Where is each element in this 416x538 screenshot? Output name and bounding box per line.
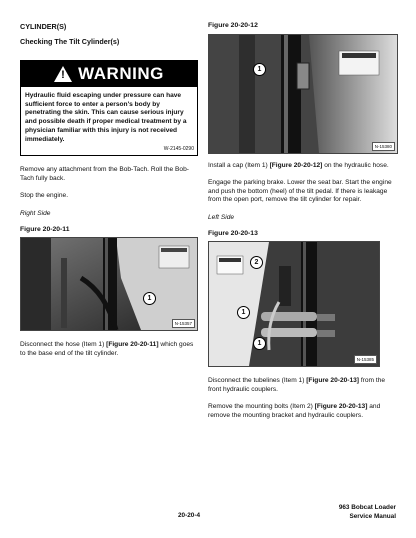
callout-1-lower: 1 [253, 337, 266, 350]
para-remove-bolts: Remove the mounting bolts (Item 2) [Figure 20-20-13] and remove the mounting bracket and hydraulic couplers. [208, 403, 381, 419]
figure-code-12: N-15380 [372, 142, 395, 151]
figure-photo-12 [208, 34, 398, 154]
figure-ref: [Figure 20-20-13] [314, 403, 368, 411]
para-stop-engine: Stop the engine. [20, 192, 69, 200]
figure-ref: [Figure 20-20-11] [106, 341, 159, 349]
warning-box [20, 60, 198, 156]
page-number: 20-20-4 [178, 512, 201, 519]
warning-banner [21, 61, 197, 87]
footer-manual-title [339, 504, 396, 521]
right-column [208, 22, 396, 430]
footer-model: 963 Bobcat Loader [338, 504, 396, 511]
warning-heading: WARNING [78, 64, 164, 83]
warning-triangle-icon: ! [54, 66, 72, 82]
callout-2: 2 [250, 256, 263, 269]
para-engage-brake: Engage the parking brake. Lower the seat bar. Start the engine and push the bottom (heel) of the tilt pedal. If there is leakage from the open port, remove the tilt cylinder for repair. [208, 179, 392, 204]
side-label-left: Left Side [208, 213, 235, 221]
figure-caption-12: Figure 20-20-12 [208, 22, 258, 29]
front-hydraulic-couplers-photo [209, 242, 379, 366]
warning-text: Hydraulic fluid escaping under pressure can have sufficient force to enter a person's body by penetrating the skin. This can cause serious injury and possible death if proper medical treatment by a physician familiar with this injury is not received immediately. [25, 92, 187, 143]
callout-1-upper: 1 [237, 306, 250, 319]
tilt-cylinder-right-photo [21, 238, 197, 330]
figure-photo-13 [208, 241, 380, 367]
figure-caption-13: Figure 20-20-13 [208, 229, 258, 237]
figure-ref: [Figure 20-20-12] [269, 161, 323, 169]
para-disconnect-hose: Disconnect the hose (Item 1) [Figure 20-20-11] which goes to the base end of the tilt cylinder. [20, 341, 194, 357]
para-disconnect-tubelines: Disconnect the tubelines (Item 1) [Figure 20-20-13] from the front hydraulic couplers. [208, 377, 386, 393]
side-label-right: Right Side [20, 210, 51, 217]
callout-1: 1 [143, 292, 156, 305]
callout-1: 1 [253, 63, 266, 76]
hydraulic-hose-cap-photo [209, 35, 397, 153]
figure-code-13: N-15385 [354, 355, 377, 364]
warning-code: W-2145-0290 [163, 146, 194, 153]
subsection-title: Checking The Tilt Cylinder(s) [20, 37, 120, 46]
left-column [20, 22, 196, 367]
figure-photo-11 [20, 237, 198, 331]
figure-caption-11: Figure 20-20-11 [20, 225, 70, 233]
figure-code-11: N-15357 [172, 319, 195, 328]
para-remove-attachment: Remove any attachment from the Bob-Tach. Roll the Bob-Tach fully back. [20, 166, 189, 182]
footer-manual: Service Manual [349, 512, 396, 520]
para-install-cap: Install a cap (Item 1) [Figure 20-20-12] on the hydraulic hose. [208, 161, 389, 169]
section-title: CYLINDER(S) [20, 22, 67, 31]
figure-ref: [Figure 20-20-13] [306, 377, 360, 385]
